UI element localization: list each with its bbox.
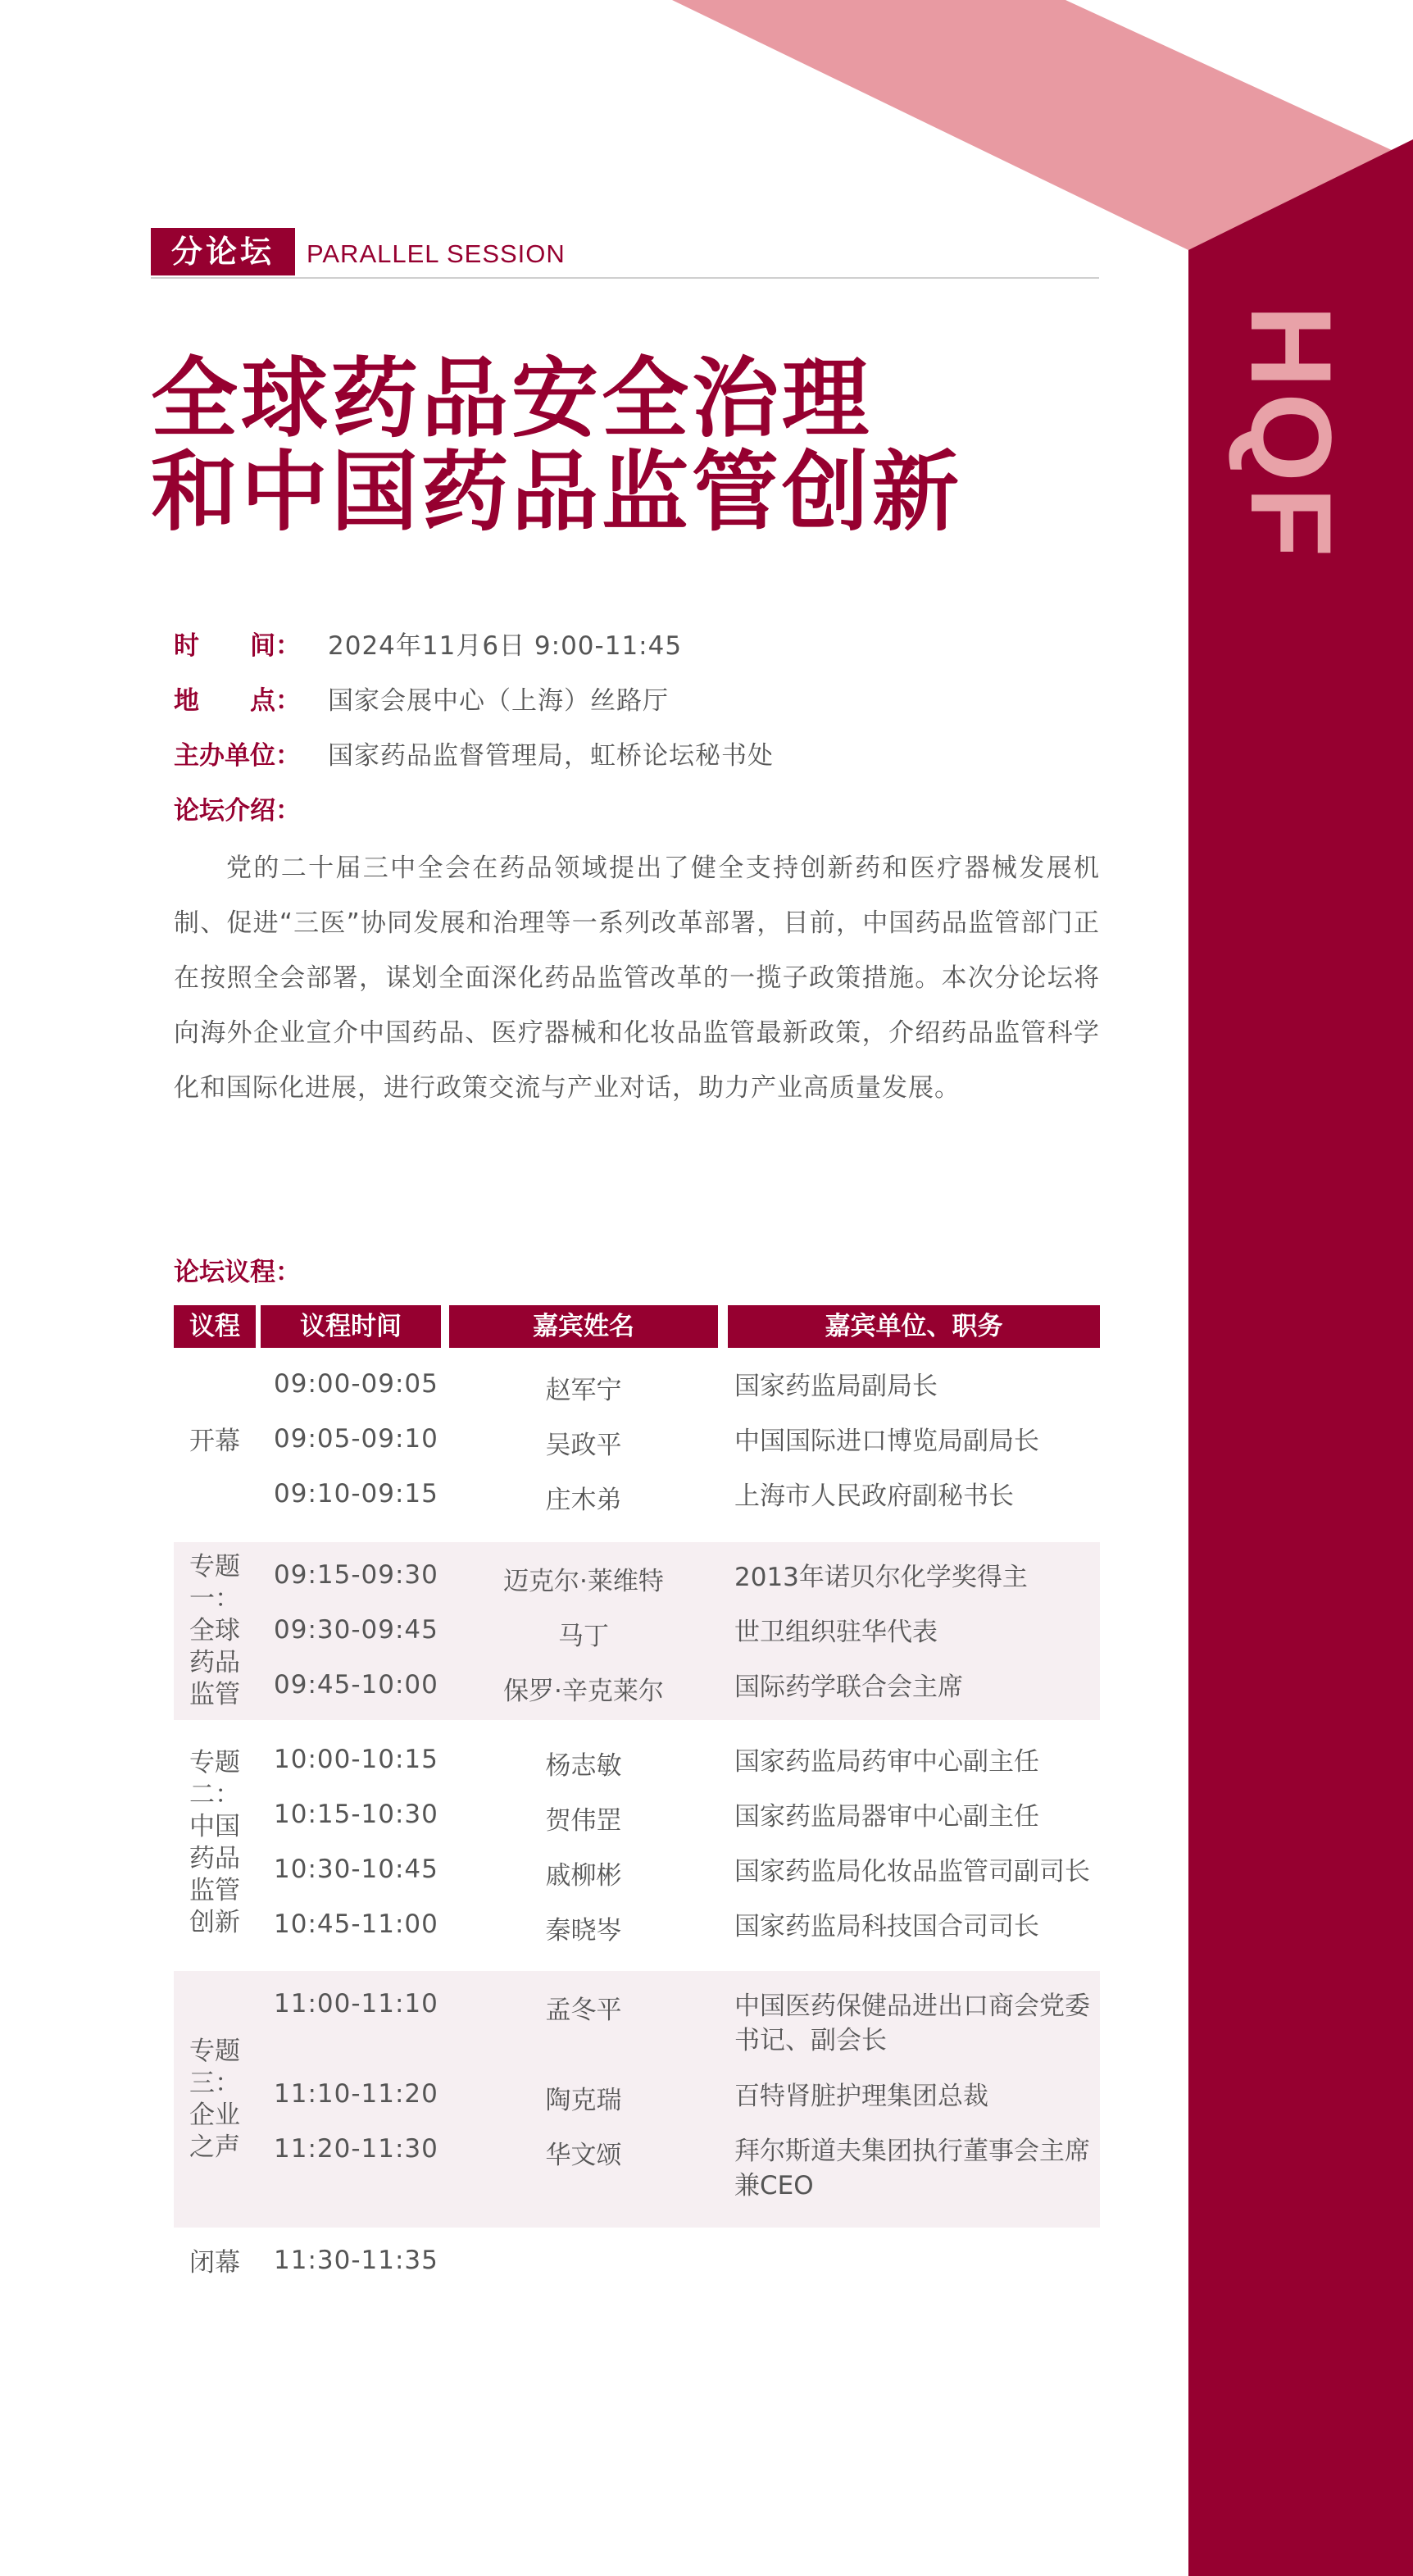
intro-label: 论坛介绍： (174, 796, 301, 826)
place-label: 地 点： (174, 686, 301, 716)
table-row (174, 1469, 1100, 1524)
row-guest: 吴政平 (545, 1431, 622, 1460)
row-role: 世卫组织驻华代表 (734, 1618, 938, 1647)
table-row (174, 1790, 1100, 1845)
row-guest: 保罗·辛克莱尔 (503, 1677, 664, 1706)
title-line-1: 全球药品安全治理 (151, 348, 872, 449)
row-role: 上海市人民政府副秘书长 (734, 1481, 1014, 1511)
header-segment: 议程 (174, 1305, 256, 1348)
row-time: 11:20-11:30 (274, 2134, 438, 2164)
row-guest: 庄木弟 (545, 1486, 622, 1515)
row-role: 国家药监局副局长 (734, 1372, 938, 1401)
page-title (151, 348, 1052, 543)
row-guest: 贺伟罡 (545, 1806, 622, 1836)
table-row (174, 1845, 1100, 1900)
row-role: 国家药监局药审中心副主任 (734, 1747, 1039, 1777)
intro-paragraph: 党的二十届三中全会在药品领域提出了健全支持创新药和医疗器械发展机制、促进“三医”协同发展和治理等一系列改革部署，目前，中国药品监管部门正在按照全会部署，谋划全面深化药品监管改革的一揽子政策措施。本次分论坛将向海外企业宣介中国药品、医疗器械和化妆品监管最新政策，介绍药品监管科学化和国际化进展，进行政策交流与产业对话，助力产业高质量发展。 (174, 853, 1100, 1103)
table-row (174, 2236, 1100, 2291)
agenda-group-topic-2 (174, 1727, 1100, 1959)
table-row (174, 1735, 1100, 1790)
row-role: 国家药监局科技国合司司长 (734, 1912, 1039, 1941)
session-tag (151, 228, 1099, 279)
host-value: 国家药品监督管理局，虹桥论坛秘书处 (328, 741, 774, 771)
row-guest: 马丁 (558, 1622, 609, 1651)
row-time: 09:15-09:30 (274, 1560, 438, 1590)
place-value: 国家会展中心（上海）丝路厅 (328, 686, 669, 716)
info-place (174, 685, 669, 717)
hqf-logo-text: HQF (1227, 305, 1356, 562)
agenda-group-topic-1 (174, 1542, 1100, 1720)
row-time: 11:10-11:20 (274, 2079, 438, 2109)
table-row (174, 1979, 1100, 2069)
table-row (174, 1605, 1100, 1660)
row-time: 10:30-10:45 (274, 1855, 438, 1884)
row-time: 09:10-09:15 (274, 1479, 438, 1509)
row-time: 10:15-10:30 (274, 1800, 438, 1829)
header-guest: 嘉宾姓名 (449, 1305, 718, 1348)
info-time (174, 630, 682, 662)
table-row (174, 1359, 1100, 1414)
segment-label: 专题三：企业之声 (189, 2036, 240, 2162)
row-time: 11:30-11:35 (274, 2246, 438, 2275)
header-time: 议程时间 (261, 1305, 441, 1348)
row-guest: 戚柳彬 (545, 1861, 622, 1891)
agenda-group-closing (174, 2236, 1100, 2291)
agenda-title: 论坛议程： (174, 1258, 301, 1287)
row-role: 中国医药保健品进出口商会党委书记、副会长 (734, 1991, 1090, 2055)
agenda-table (174, 1305, 1100, 2291)
row-guest: 杨志敏 (545, 1751, 622, 1781)
header-role: 嘉宾单位、职务 (728, 1305, 1100, 1348)
agenda-header (174, 1305, 1100, 1348)
row-guest: 陶克瑞 (545, 2086, 622, 2115)
segment-label: 开幕 (189, 1427, 240, 1456)
segment-label: 专题一：全球药品监管 (189, 1552, 240, 1709)
row-role: 拜尔斯道夫集团执行董事会主席兼CEO (734, 2137, 1090, 2201)
row-role: 百特肾脏护理集团总裁 (734, 2082, 988, 2111)
segment-label: 专题二：中国药品监管创新 (189, 1748, 240, 1937)
row-time: 10:00-10:15 (274, 1745, 438, 1774)
row-guest: 迈克尔·莱维特 (503, 1567, 664, 1596)
row-time: 09:00-09:05 (274, 1369, 438, 1399)
agenda-group-topic-3 (174, 1971, 1100, 2228)
row-role: 中国国际进口博览局副局长 (734, 1427, 1039, 1456)
row-time: 11:00-11:10 (274, 1989, 438, 2018)
time-label: 时 间： (174, 631, 301, 661)
row-role: 2013年诺贝尔化学奖得主 (734, 1563, 1028, 1592)
info-host (174, 740, 774, 772)
row-time: 10:45-11:00 (274, 1909, 438, 1939)
time-value: 2024年11月6日 9:00-11:45 (328, 631, 683, 661)
table-row (174, 2124, 1100, 2214)
table-row (174, 1660, 1100, 1715)
row-role: 国家药监局化妆品监管司副司长 (734, 1857, 1090, 1886)
title-line-2: 和中国药品监管创新 (151, 442, 962, 543)
table-row (174, 1414, 1100, 1469)
segment-label: 闭幕 (189, 2248, 240, 2278)
row-time: 09:30-09:45 (274, 1615, 438, 1645)
row-role: 国际药学联合会主席 (734, 1673, 963, 1702)
table-row (174, 1900, 1100, 1955)
row-guest: 赵军宁 (545, 1376, 622, 1405)
session-tag-cn: 分论坛 (151, 228, 295, 275)
host-label: 主办单位： (174, 741, 301, 771)
row-time: 09:05-09:10 (274, 1424, 438, 1454)
row-time: 09:45-10:00 (274, 1670, 438, 1700)
info-intro-heading (174, 794, 328, 827)
row-guest: 秦晓岑 (545, 1916, 622, 1946)
row-guest: 孟冬平 (545, 1996, 622, 2025)
agenda-group-opening (174, 1359, 1100, 1524)
table-row (174, 2069, 1100, 2124)
session-tag-en: PARALLEL SESSION (307, 239, 566, 268)
row-role: 国家药监局器审中心副主任 (734, 1802, 1039, 1832)
table-row (174, 1550, 1100, 1605)
row-guest: 华文颂 (545, 2141, 622, 2170)
